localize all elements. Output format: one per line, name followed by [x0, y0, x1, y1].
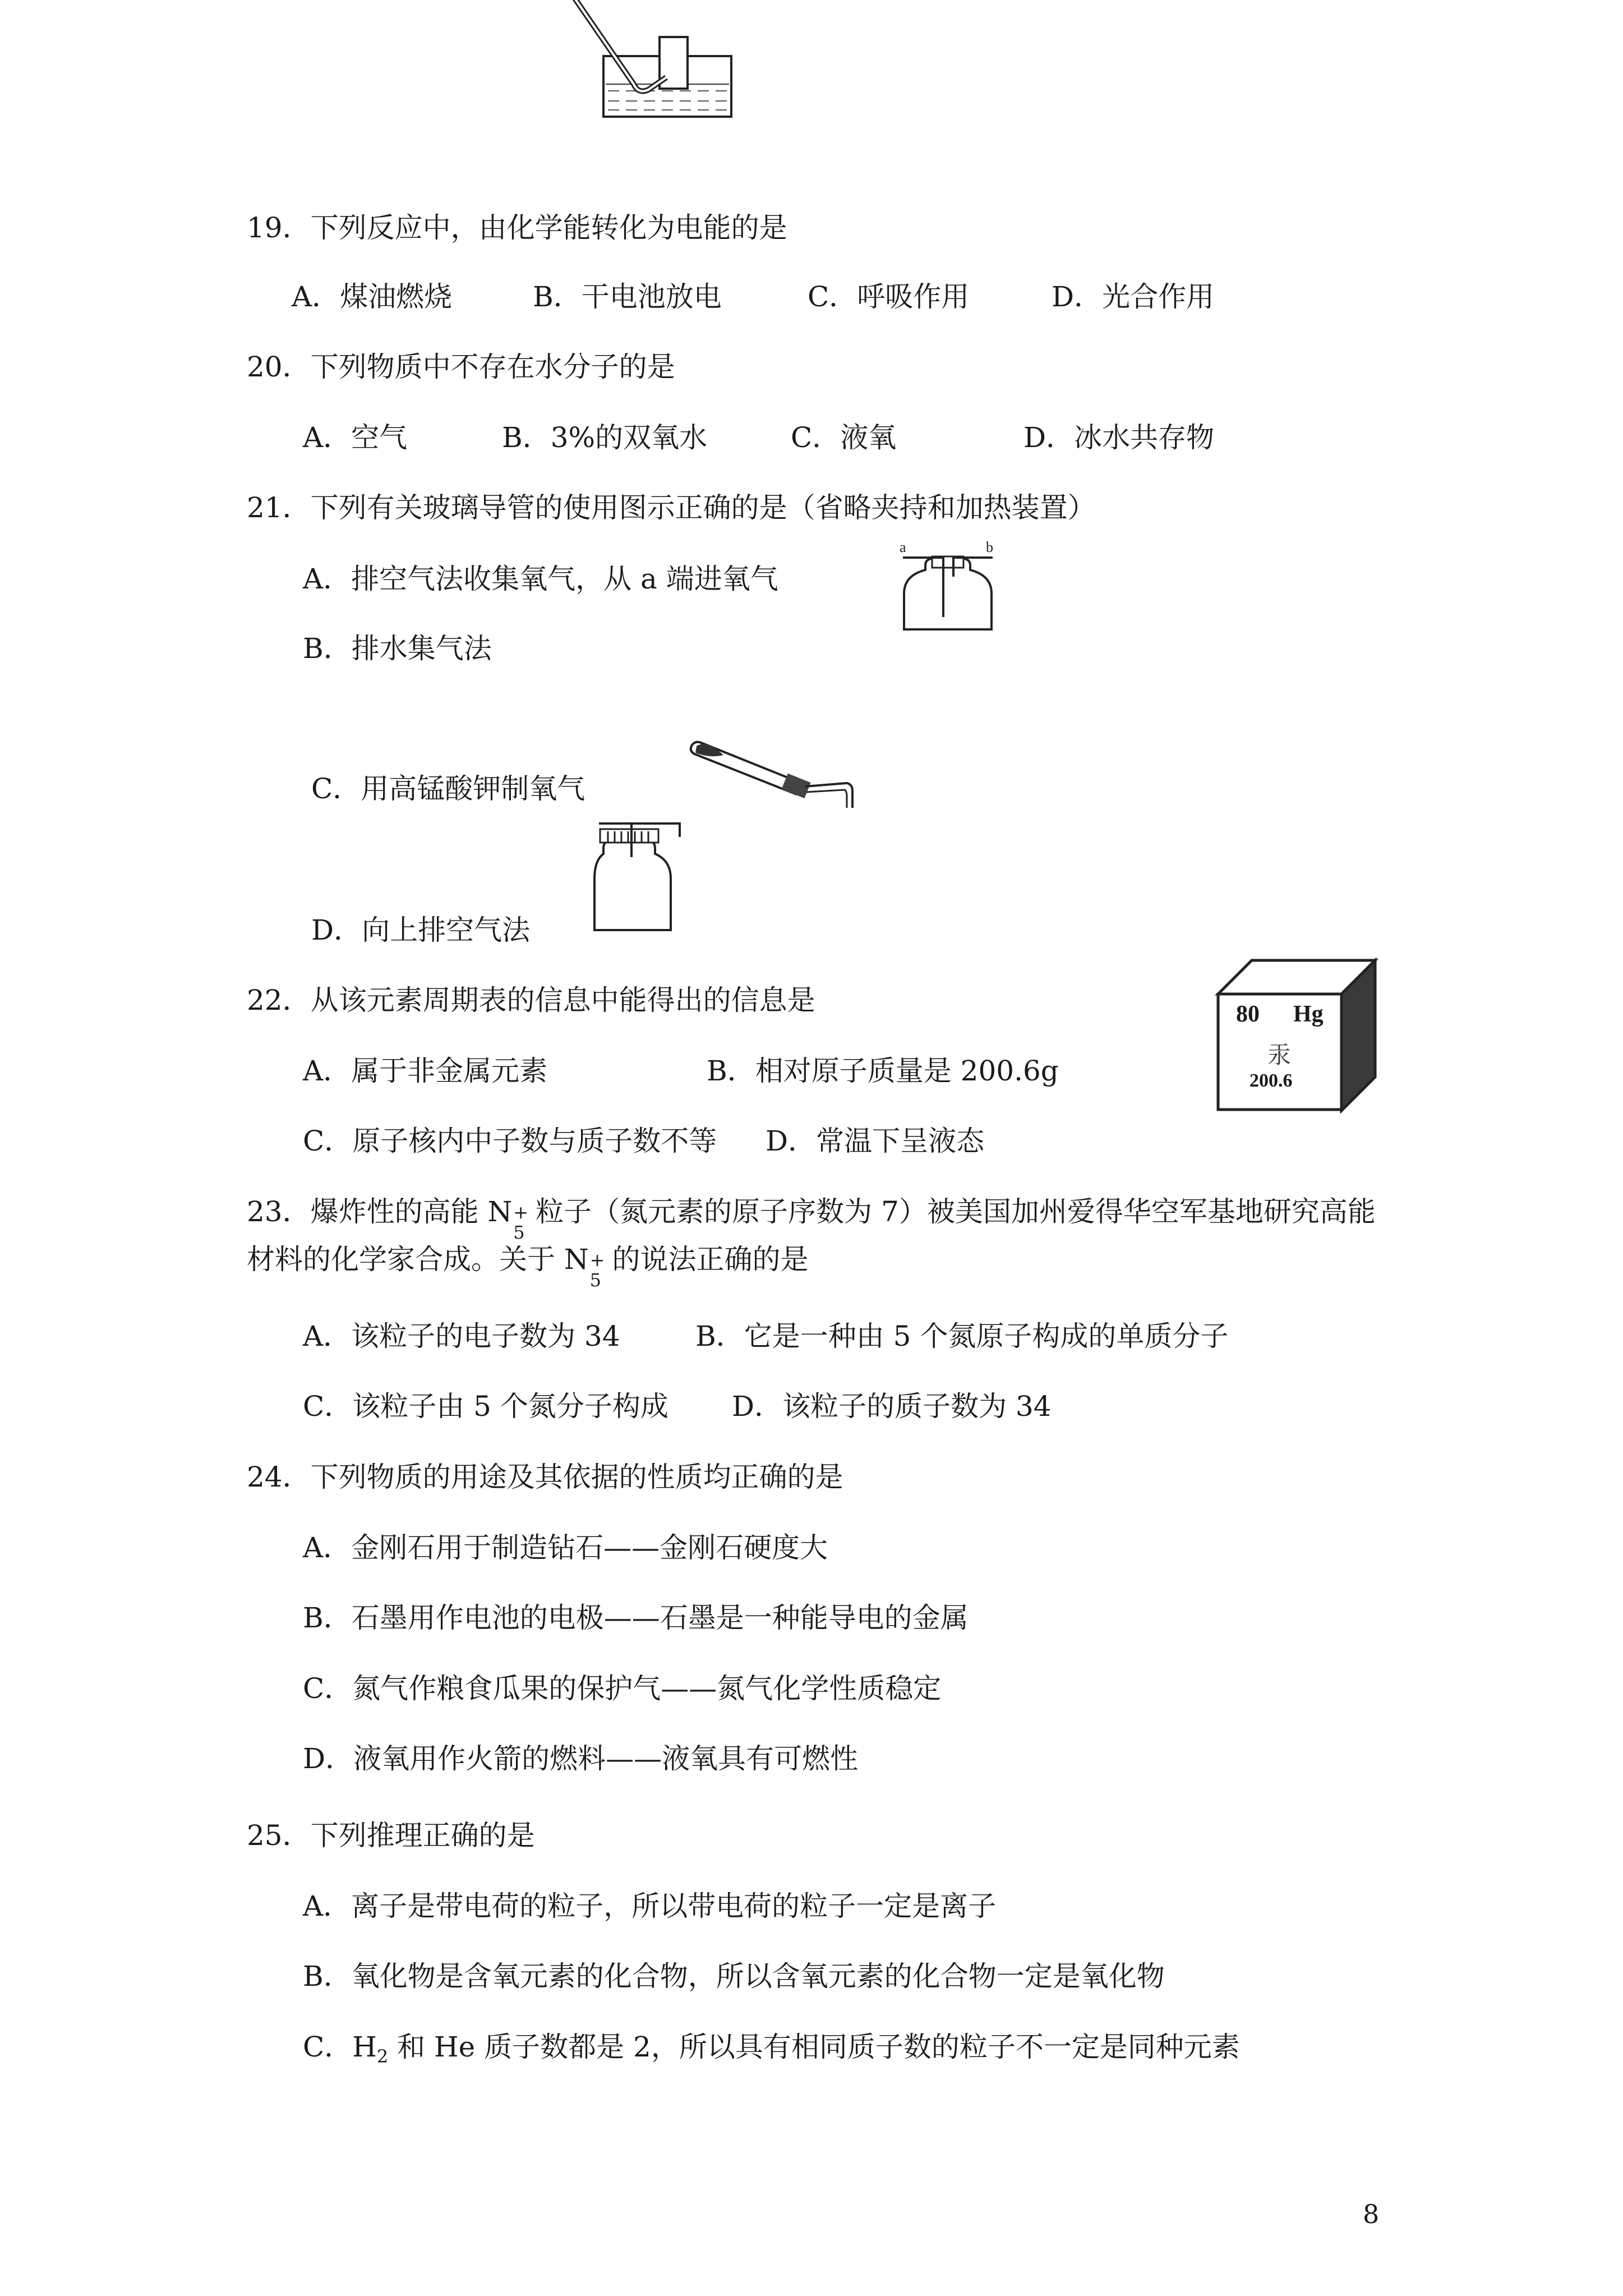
q23-option-d[interactable]: D．该粒子的质子数为 34 [732, 1390, 1052, 1423]
tube-label-b: b [986, 539, 993, 555]
q21-option-b[interactable]: B．排水集气法 [303, 632, 492, 665]
q23-ion-2 [589, 1248, 605, 1291]
q23-stem-line1 [247, 1194, 1376, 1243]
q23-stem-line2-part2: 的说法正确的是 [603, 1243, 809, 1276]
q22-stem: 22．从该元素周期表的信息中能得出的信息是 [247, 984, 815, 1016]
element-atomic-number: 80 [1236, 1001, 1260, 1027]
q24-option-a[interactable]: A．金刚石用于制造钻石——金刚石硬度大 [303, 1531, 828, 1564]
q23-ion-subscript: 5 [513, 1222, 525, 1243]
q25-option-c-part1: C．H [303, 2031, 377, 2063]
page-number: 8 [1363, 2199, 1380, 2229]
q22-option-b[interactable]: B．相对原子质量是 200.6g [707, 1055, 1059, 1087]
q23-option-a[interactable]: A．该粒子的电子数为 34 [303, 1320, 620, 1352]
q23-ion-charge-2: + [589, 1249, 605, 1271]
q25-option-a[interactable]: A．离子是带电荷的粒子，所以带电荷的粒子一定是离子 [303, 1890, 997, 1922]
q23-option-b[interactable]: B．它是一种由 5 个氮原子构成的单质分子 [695, 1320, 1229, 1352]
element-name: 汞 [1267, 1041, 1292, 1069]
q24-stem: 24．下列物质的用途及其依据的性质均正确的是 [247, 1461, 843, 1493]
q23-stem-line2-part1: 材料的化学家合成。关于 N [247, 1243, 589, 1276]
q20-option-a[interactable]: A．空气 [303, 421, 408, 454]
q20-option-c[interactable]: C．液氧 [791, 421, 897, 454]
gas-bottle-two-tubes-figure [892, 533, 1004, 634]
q22-option-d[interactable]: D．常温下呈液态 [766, 1125, 985, 1157]
q20-stem: 20．下列物质中不存在水分子的是 [247, 351, 675, 383]
gas-bottle-one-tube-figure [583, 812, 695, 936]
q22-option-a[interactable]: A．属于非金属元素 [303, 1055, 548, 1087]
q25-option-c[interactable] [303, 2029, 1240, 2074]
q19-option-b[interactable]: B．干电池放电 [533, 280, 722, 313]
q23-stem-part1: 23．爆炸性的高能 N [247, 1195, 513, 1228]
tube-label-a: a [900, 539, 906, 555]
q19-option-c[interactable]: C．呼吸作用 [808, 280, 970, 313]
q23-ion-charge: + [513, 1202, 529, 1223]
q20-option-d[interactable]: D．冰水共存物 [1023, 421, 1215, 454]
element-atomic-mass: 200.6 [1249, 1070, 1293, 1091]
test-tube-heating-figure [684, 729, 864, 808]
q24-option-d[interactable]: D．液氧用作火箭的燃料——液氧具有可燃性 [303, 1742, 859, 1775]
q21-option-d[interactable]: D．向上排空气法 [311, 914, 531, 946]
q23-option-c[interactable]: C．该粒子由 5 个氮分子构成 [303, 1390, 668, 1423]
q23-stem-part2: 粒子（氮元素的原子序数为 7）被美国加州爱得华空军基地研究高能 [527, 1195, 1376, 1228]
q24-option-c[interactable]: C．氮气作粮食瓜果的保护气——氮气化学性质稳定 [303, 1672, 942, 1705]
q23-ion [512, 1200, 529, 1243]
q20-option-b[interactable]: B．3%的双氧水 [502, 421, 708, 454]
water-trough-figure [594, 0, 740, 123]
q24-option-b[interactable]: B．石墨用作电池的电极——石墨是一种能导电的金属 [303, 1602, 969, 1634]
q25-option-c-subscript: 2 [376, 2046, 389, 2067]
q25-option-c-part2: 和 He 质子数都是 2，所以具有相同质子数的粒子不一定是同种元素 [388, 2031, 1240, 2063]
q21-stem: 21．下列有关玻璃导管的使用图示正确的是（省略夹持和加热装置） [247, 491, 1096, 524]
q19-stem: 19．下列反应中，由化学能转化为电能的是 [247, 211, 787, 244]
q23-ion-subscript-2: 5 [589, 1269, 602, 1291]
q23-stem-line2 [247, 1241, 809, 1291]
q21-option-a[interactable]: A．排空气法收集氧气，从 a 端进氧气 [303, 563, 778, 595]
element-symbol: Hg [1293, 1001, 1324, 1027]
element-tile-figure [1217, 954, 1385, 1111]
q19-option-a[interactable]: A．煤油燃烧 [292, 280, 453, 313]
q22-option-c[interactable]: C．原子核内中子数与质子数不等 [303, 1125, 717, 1157]
q25-option-b[interactable]: B．氧化物是含氧元素的化合物，所以含氧元素的化合物一定是氧化物 [303, 1960, 1165, 1993]
q21-option-c[interactable]: C．用高锰酸钾制氧气 [311, 772, 585, 805]
q25-stem: 25．下列推理正确的是 [247, 1819, 535, 1852]
q19-option-d[interactable]: D．光合作用 [1052, 280, 1215, 313]
